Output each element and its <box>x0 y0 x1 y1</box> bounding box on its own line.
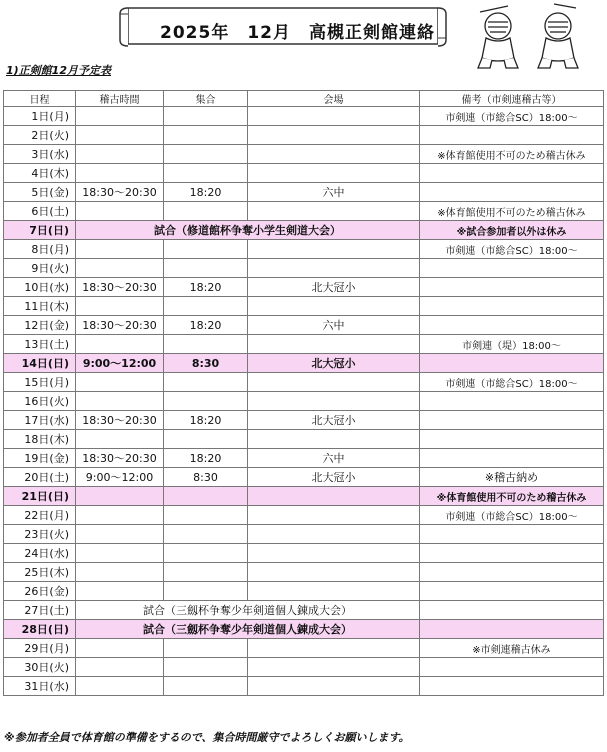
cell-date: 12日(金) <box>4 316 76 335</box>
cell-note <box>420 297 604 316</box>
table-row <box>4 278 604 297</box>
cell-venue: 六中 <box>248 316 420 335</box>
cell-note <box>420 525 604 544</box>
table-row <box>4 240 604 259</box>
cell-event: 試合（三劔杯争奪少年剣道個人錬成大会） <box>76 620 420 639</box>
cell-time: 9:00～12:00 <box>76 354 164 373</box>
table-row <box>4 107 604 126</box>
cell-time: 18:30～20:30 <box>76 316 164 335</box>
table-row <box>4 316 604 335</box>
cell-note <box>420 354 604 373</box>
cell-meet <box>164 544 248 563</box>
cell-meet <box>164 240 248 259</box>
cell-venue <box>248 107 420 126</box>
cell-date: 24日(水) <box>4 544 76 563</box>
cell-note: 市剣連（堤）18:00～ <box>420 335 604 354</box>
cell-time <box>76 506 164 525</box>
cell-venue <box>248 202 420 221</box>
cell-note: ※試合参加者以外は休み <box>420 221 604 240</box>
cell-date: 3日(水) <box>4 145 76 164</box>
cell-time <box>76 240 164 259</box>
cell-note: ※体育館使用不可のため稽古休み <box>420 202 604 221</box>
cell-note <box>420 677 604 696</box>
cell-venue <box>248 392 420 411</box>
cell-date: 21日(日) <box>4 487 76 506</box>
table-row <box>4 525 604 544</box>
page-title: 2025年 12月 高槻正剣館連絡 <box>160 23 435 43</box>
cell-meet <box>164 392 248 411</box>
table-row <box>4 221 604 240</box>
cell-note <box>420 411 604 430</box>
cell-time <box>76 392 164 411</box>
table-row <box>4 468 604 487</box>
footer-note: ※参加者全員で体育館の準備をするので、集合時間厳守でよろしくお願いします。 <box>4 731 410 744</box>
cell-date: 18日(木) <box>4 430 76 449</box>
header-meet: 集合 <box>164 91 248 107</box>
cell-time <box>76 297 164 316</box>
cell-meet: 8:30 <box>164 354 248 373</box>
cell-date: 8日(月) <box>4 240 76 259</box>
cell-meet: 18:20 <box>164 316 248 335</box>
cell-venue <box>248 297 420 316</box>
table-header-row <box>4 91 604 107</box>
cell-time <box>76 107 164 126</box>
cell-note <box>420 582 604 601</box>
cell-time <box>76 677 164 696</box>
cell-note: 市剣連（市総合SC）18:00～ <box>420 506 604 525</box>
cell-date: 15日(月) <box>4 373 76 392</box>
cell-note: ※市剣連稽古休み <box>420 639 604 658</box>
cell-venue: 六中 <box>248 449 420 468</box>
cell-date: 14日(日) <box>4 354 76 373</box>
cell-venue <box>248 430 420 449</box>
cell-time <box>76 582 164 601</box>
cell-time: 18:30～20:30 <box>76 411 164 430</box>
cell-date: 29日(月) <box>4 639 76 658</box>
cell-date: 22日(月) <box>4 506 76 525</box>
cell-meet <box>164 373 248 392</box>
title-banner <box>118 4 448 48</box>
table-row <box>4 449 604 468</box>
table-row <box>4 202 604 221</box>
table-row <box>4 183 604 202</box>
cell-note <box>420 544 604 563</box>
cell-time: 9:00～12:00 <box>76 468 164 487</box>
cell-meet <box>164 658 248 677</box>
cell-meet: 8:30 <box>164 468 248 487</box>
cell-date: 25日(木) <box>4 563 76 582</box>
cell-note <box>420 316 604 335</box>
cell-time <box>76 487 164 506</box>
table-row <box>4 601 604 620</box>
cell-date: 23日(火) <box>4 525 76 544</box>
table-row <box>4 544 604 563</box>
table-row <box>4 145 604 164</box>
header-venue: 会場 <box>248 91 420 107</box>
header-date: 日程 <box>4 91 76 107</box>
cell-venue <box>248 126 420 145</box>
cell-venue <box>248 525 420 544</box>
cell-date: 11日(木) <box>4 297 76 316</box>
cell-meet <box>164 677 248 696</box>
cell-date: 9日(火) <box>4 259 76 278</box>
cell-venue <box>248 335 420 354</box>
cell-meet <box>164 164 248 183</box>
cell-note: ※稽古納め <box>420 468 604 487</box>
cell-venue <box>248 145 420 164</box>
table-row <box>4 411 604 430</box>
table-row <box>4 677 604 696</box>
cell-note <box>420 563 604 582</box>
cell-note <box>420 164 604 183</box>
cell-venue <box>248 563 420 582</box>
cell-venue <box>248 487 420 506</box>
cell-meet <box>164 563 248 582</box>
cell-time <box>76 202 164 221</box>
cell-time <box>76 430 164 449</box>
cell-meet <box>164 430 248 449</box>
header-note: 備考（市剣連稽古等） <box>420 91 604 107</box>
cell-note <box>420 430 604 449</box>
cell-meet <box>164 297 248 316</box>
cell-venue <box>248 658 420 677</box>
table-row <box>4 335 604 354</box>
cell-date: 13日(土) <box>4 335 76 354</box>
cell-note <box>420 620 604 639</box>
table-row <box>4 506 604 525</box>
cell-meet <box>164 506 248 525</box>
cell-time: 18:30～20:30 <box>76 183 164 202</box>
cell-date: 31日(水) <box>4 677 76 696</box>
cell-time: 18:30～20:30 <box>76 449 164 468</box>
cell-note: ※体育館使用不可のため稽古休み <box>420 145 604 164</box>
cell-date: 26日(金) <box>4 582 76 601</box>
cell-date: 17日(水) <box>4 411 76 430</box>
cell-note <box>420 278 604 297</box>
cell-date: 7日(日) <box>4 221 76 240</box>
cell-venue: 北大冠小 <box>248 278 420 297</box>
table-row <box>4 430 604 449</box>
table-row <box>4 658 604 677</box>
cell-venue <box>248 373 420 392</box>
section-title: 1)正剣館12月予定表 <box>6 64 111 77</box>
cell-time <box>76 164 164 183</box>
cell-date: 20日(土) <box>4 468 76 487</box>
kendo-mascot-icon <box>458 2 598 72</box>
cell-venue: 六中 <box>248 183 420 202</box>
cell-time <box>76 563 164 582</box>
cell-date: 19日(金) <box>4 449 76 468</box>
cell-note: 市剣連（市総合SC）18:00～ <box>420 373 604 392</box>
cell-time <box>76 525 164 544</box>
cell-venue <box>248 582 420 601</box>
cell-event: 試合（修道館杯争奪小学生剣道大会） <box>76 221 420 240</box>
table-row <box>4 392 604 411</box>
cell-note <box>420 449 604 468</box>
cell-meet <box>164 259 248 278</box>
cell-meet: 18:20 <box>164 278 248 297</box>
cell-note <box>420 392 604 411</box>
cell-meet <box>164 107 248 126</box>
table-row <box>4 373 604 392</box>
cell-date: 1日(月) <box>4 107 76 126</box>
cell-date: 27日(土) <box>4 601 76 620</box>
cell-date: 28日(日) <box>4 620 76 639</box>
table-row <box>4 259 604 278</box>
cell-meet <box>164 487 248 506</box>
cell-time <box>76 373 164 392</box>
table-row <box>4 563 604 582</box>
cell-venue <box>248 259 420 278</box>
cell-note: ※体育館使用不可のため稽古休み <box>420 487 604 506</box>
cell-date: 10日(水) <box>4 278 76 297</box>
cell-venue <box>248 240 420 259</box>
cell-venue <box>248 544 420 563</box>
cell-note <box>420 259 604 278</box>
cell-note <box>420 601 604 620</box>
cell-time <box>76 639 164 658</box>
cell-venue <box>248 164 420 183</box>
cell-time <box>76 335 164 354</box>
cell-venue <box>248 506 420 525</box>
cell-venue: 北大冠小 <box>248 468 420 487</box>
cell-meet: 18:20 <box>164 183 248 202</box>
table-row <box>4 639 604 658</box>
cell-meet <box>164 202 248 221</box>
table-row <box>4 126 604 145</box>
table-row <box>4 297 604 316</box>
cell-venue: 北大冠小 <box>248 411 420 430</box>
cell-time <box>76 145 164 164</box>
header-time: 稽古時間 <box>76 91 164 107</box>
cell-venue: 北大冠小 <box>248 354 420 373</box>
cell-date: 4日(木) <box>4 164 76 183</box>
cell-meet <box>164 582 248 601</box>
cell-meet <box>164 335 248 354</box>
table-row <box>4 487 604 506</box>
cell-meet <box>164 145 248 164</box>
cell-meet: 18:20 <box>164 449 248 468</box>
table-row <box>4 164 604 183</box>
cell-note: 市剣連（市総合SC）18:00～ <box>420 107 604 126</box>
table-row <box>4 354 604 373</box>
cell-date: 16日(火) <box>4 392 76 411</box>
cell-venue <box>248 639 420 658</box>
cell-date: 5日(金) <box>4 183 76 202</box>
cell-time <box>76 259 164 278</box>
table-row <box>4 620 604 639</box>
cell-meet <box>164 126 248 145</box>
cell-time <box>76 658 164 677</box>
cell-event: 試合（三劔杯争奪少年剣道個人錬成大会） <box>76 601 420 620</box>
cell-date: 2日(火) <box>4 126 76 145</box>
cell-note: 市剣連（市総合SC）18:00～ <box>420 240 604 259</box>
table-row <box>4 582 604 601</box>
cell-note <box>420 126 604 145</box>
cell-time <box>76 126 164 145</box>
cell-note <box>420 658 604 677</box>
cell-note <box>420 183 604 202</box>
cell-venue <box>248 677 420 696</box>
cell-date: 6日(土) <box>4 202 76 221</box>
cell-time: 18:30～20:30 <box>76 278 164 297</box>
cell-time <box>76 544 164 563</box>
cell-date: 30日(火) <box>4 658 76 677</box>
cell-meet <box>164 639 248 658</box>
cell-meet <box>164 525 248 544</box>
cell-meet: 18:20 <box>164 411 248 430</box>
schedule-table <box>3 90 604 696</box>
